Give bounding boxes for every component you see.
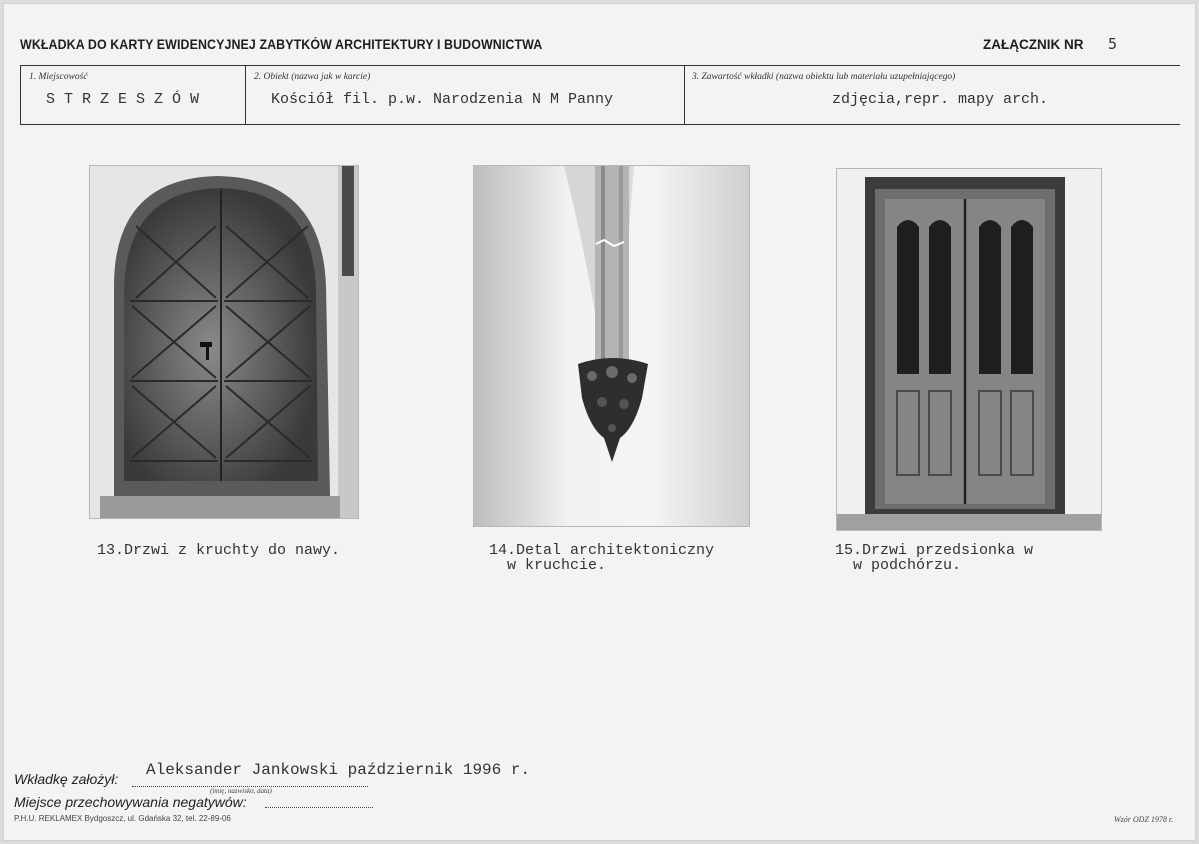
inserted-by-value: Aleksander Jankowski październik 1996 r. xyxy=(146,761,531,779)
form-code: Wzór ODZ 1978 r. xyxy=(1114,815,1174,824)
negatives-label: Miejsce przechowywania negatywów: xyxy=(14,794,247,810)
attachment-label: ZAŁĄCZNIK NR xyxy=(983,37,1084,52)
field-divider-left xyxy=(20,65,21,125)
glazed-door-image xyxy=(837,169,1101,530)
corbel-detail-image xyxy=(474,166,749,526)
photo-caption-13: 13.Drzwi z kruchty do nawy. xyxy=(97,542,341,559)
attachment-number: 5 xyxy=(1108,35,1118,53)
inserted-by-hint: (imię, nazwisko, data) xyxy=(210,787,272,795)
header-rule-bottom xyxy=(20,124,1180,125)
negatives-line xyxy=(265,807,373,808)
photo-arched-door xyxy=(90,166,358,518)
photo-glazed-door xyxy=(837,169,1101,530)
photo-caption-14: 14.Detal architektoniczny w kruchcie. xyxy=(489,542,715,574)
inserted-by-label: Wkładkę założył: xyxy=(14,771,119,787)
form-title: WKŁADKA DO KARTY EWIDENCYJNEJ ZABYTKÓW ARCHITEKTURY I BUDOWNICTWA xyxy=(20,37,543,52)
locality-label: 1. Miejscowość xyxy=(29,72,88,82)
contents-value: zdjęcia,repr. mapy arch. xyxy=(832,91,1049,108)
header-rule-top xyxy=(20,65,1180,66)
object-label: 2. Obiekt (nazwa jak w karcie) xyxy=(254,72,371,82)
field-divider-2 xyxy=(684,65,685,125)
arched-door-image xyxy=(90,166,358,518)
object-value: Kościół fil. p.w. Narodzenia N M Panny xyxy=(271,91,614,108)
field-divider-1 xyxy=(245,65,246,125)
contents-label: 3. Zawartość wkładki (nazwa obiektu lub materiału uzupełniającego) xyxy=(692,72,956,82)
photo-caption-15: 15.Drzwi przedsionka w w podchórzu. xyxy=(835,542,1034,574)
photo-corbel-detail xyxy=(474,166,749,526)
locality-value: S T R Z E S Z Ó W xyxy=(46,91,200,108)
printer-info: P.H.U. REKLAMEX Bydgoszcz, ul. Gdańska 32, tel. 22-89-06 xyxy=(14,814,231,823)
